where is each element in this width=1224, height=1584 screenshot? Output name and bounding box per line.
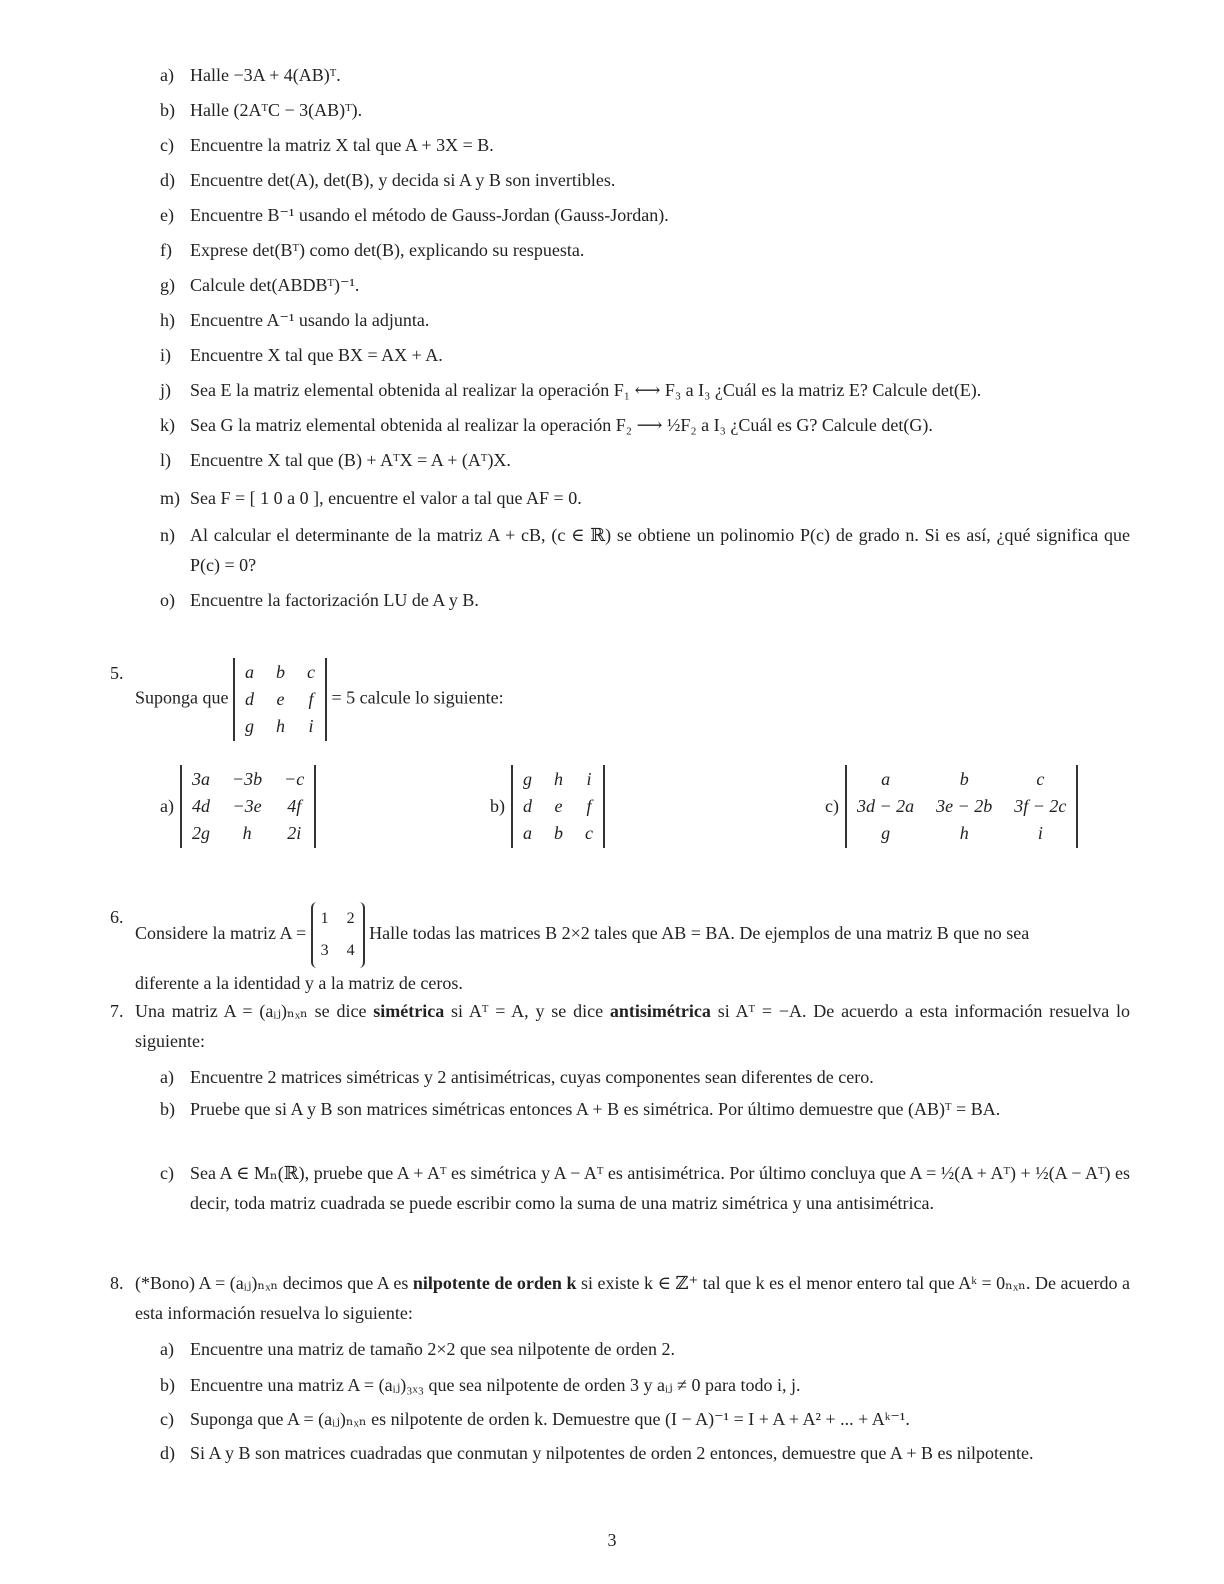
sub-item-text: Encuentre una matriz A = (aᵢⱼ)₃ₓ₃ que sea nilpotente de orden 3 y aᵢⱼ ≠ 0 para todo i, j.	[190, 1375, 801, 1395]
sub-item	[160, 1438, 1130, 1468]
sub-item-label: d)	[160, 1443, 175, 1463]
matrix-entry: −3e	[232, 796, 262, 816]
matrix-entry: i	[308, 716, 314, 736]
sub-item	[160, 410, 1130, 440]
sub-item-label: l)	[160, 450, 171, 470]
matrix-entry: f	[308, 689, 314, 709]
matrix-entry: g	[881, 823, 891, 843]
matrix-entry: c	[1036, 769, 1045, 789]
matrix-entry: g	[245, 716, 254, 736]
sub-item-text: Sea E la matriz elemental obtenida al realizar la operación F₁ ⟷ F₃ a I₃ ¿Cuál es la matriz E? Calcule det(E).	[190, 380, 982, 400]
sub-item	[160, 165, 1130, 195]
sub-item-text: Calcule det(ABDBᵀ)⁻¹.	[190, 275, 360, 295]
matrix-a	[311, 902, 365, 968]
matrix-entry: 4	[346, 942, 355, 959]
sub-item-label: a)	[160, 1067, 174, 1087]
matrix-entry: 2g	[191, 823, 210, 843]
sub-item	[160, 305, 1130, 335]
matrix-entry: 3a	[191, 769, 210, 789]
matrix-entry: i	[1037, 823, 1043, 843]
matrix-entry: e	[276, 689, 285, 709]
sub-item-text: Encuentre la matriz X tal que A + 3X = B.	[190, 135, 494, 155]
matrix-entry: a	[881, 769, 891, 789]
matrix-entry: 4f	[287, 796, 302, 816]
sub-item	[160, 130, 1130, 160]
sub-item-text: Encuentre A⁻¹ usando la adjunta.	[190, 310, 430, 330]
matrix-entry: d	[523, 796, 532, 816]
sub-item-label: a)	[160, 65, 174, 85]
sub-item	[160, 1062, 1130, 1092]
sub-item	[160, 445, 1130, 475]
sub-item	[160, 1334, 1130, 1364]
sub-item-label: o)	[160, 590, 175, 610]
matrix-entry: −c	[284, 769, 305, 789]
given-determinant	[233, 658, 327, 741]
sub-item	[160, 1370, 1130, 1400]
matrix-entry: g	[523, 769, 532, 789]
sub-item-label: k)	[160, 415, 175, 435]
problem-7: 7. Una matriz A = (aᵢⱼ)ₙₓₙ se dice simétrica si Aᵀ = A, y se dice antisimétrica si Aᵀ = −A. De acuerdo a esta información resuelva lo siguiente:	[110, 1001, 1131, 1051]
problem-5: 5. Suponga que a b c d e f g h i = 5 calcule lo siguiente:	[110, 658, 1130, 741]
sub-item-label: c)	[160, 1163, 174, 1183]
matrix-entry: 2i	[287, 823, 302, 843]
sub-item	[160, 1404, 1130, 1434]
sub-item-text: Pruebe que si A y B son matrices simétricas entonces A + B es simétrica. Por último demuestre que (AB)ᵀ = BA.	[190, 1099, 1001, 1119]
sub-item-label: b)	[160, 100, 175, 120]
sub-item	[160, 200, 1130, 230]
sub-item-label: j)	[160, 380, 171, 400]
matrix-entry: 2	[346, 910, 355, 927]
matrix-entry: c	[307, 662, 315, 682]
sub-item-label: a)	[160, 1339, 174, 1359]
sub-item	[160, 95, 1130, 125]
sub-item	[160, 585, 1130, 615]
sub-item-label: c)	[160, 1409, 174, 1429]
matrix-entry: b	[276, 662, 285, 682]
sub-item	[160, 60, 1130, 90]
sub-item-label: b)	[160, 1375, 175, 1395]
matrix-entry: 3	[320, 942, 329, 959]
matrix-entry: h	[554, 769, 563, 789]
sub-item-label: m)	[160, 488, 180, 508]
sub-item-text: Halle −3A + 4(AB)ᵀ.	[190, 65, 341, 85]
sub-item-text: Al calcular el determinante de la matriz A + cB, (c ∈ ℝ) se obtiene un polinomio P(c) de grado n. Si es así, ¿qué significa que P(c) = 0?	[190, 525, 1130, 575]
sub-item	[160, 1094, 1130, 1124]
matrix-entry: b	[959, 769, 969, 789]
sub-item	[160, 270, 1130, 300]
problem-8: 8. (*Bono) A = (aᵢⱼ)ₙₓₙ decimos que A es nilpotente de orden k si existe k ∈ ℤ⁺ tal que k es el menor entero tal que Aᵏ = 0ₙₓₙ. De acuerdo a esta información resuelva lo siguiente:	[110, 1273, 1130, 1323]
sub-item-text: Encuentre X tal que BX = AX + A.	[190, 345, 443, 365]
matrix-entry: d	[245, 689, 254, 709]
sub-item	[160, 375, 1130, 405]
sub-item-label: h)	[160, 310, 175, 330]
matrix-entry: 3d − 2a	[856, 796, 915, 816]
problem-5-part-b: b) g h i d e f a b c	[490, 765, 605, 848]
sub-item-text: Sea A ∈ Mₙ(ℝ), pruebe que A + Aᵀ es simétrica y A − Aᵀ es antisimétrica. Por último concluya que A = ½(A + Aᵀ) + ½(A − Aᵀ) es decir, toda matriz cuadrada se puede escribir como la suma de una matriz simétrica y una antisimétrica.	[190, 1163, 1130, 1213]
sub-item-label: e)	[160, 205, 174, 225]
sub-item-text: Encuentre una matriz de tamaño 2×2 que sea nilpotente de orden 2.	[190, 1339, 675, 1359]
problem-6: 6. Considere la matriz A = 1 2 3 4 Halle todas las matrices B 2×2 tales que AB = BA. De ejemplos de una matriz B que no sea diferente a la identidad y a la matriz de ceros.	[110, 902, 1130, 998]
sub-item	[160, 520, 1130, 580]
sub-item-text: Sea F = [ 1 0 a 0 ], encuentre el valor a tal que AF = 0.	[190, 488, 582, 508]
problem-5-part-c: c) a b c 3d − 2a 3e − 2b 3f − 2c g h i	[825, 765, 1078, 848]
problem-5-part-a: a) 3a −3b −c 4d −3e 4f 2g h 2i	[160, 765, 316, 848]
page-number: 3	[607, 1530, 617, 1550]
matrix-entry: −3b	[231, 769, 263, 789]
matrix-entry: 3f − 2c	[1014, 796, 1067, 816]
sub-item-text: Suponga que A = (aᵢⱼ)ₙₓₙ es nilpotente de orden k. Demuestre que (I − A)⁻¹ = I + A + A² + ... + Aᵏ⁻¹.	[190, 1409, 910, 1429]
sub-item-label: i)	[160, 345, 171, 365]
matrix-entry: a	[523, 823, 532, 843]
matrix-entry: c	[585, 823, 593, 843]
sub-item	[160, 483, 1130, 513]
matrix-entry: h	[276, 716, 285, 736]
matrix-entry: 1	[320, 910, 329, 927]
matrix-entry: i	[586, 769, 592, 789]
sub-item-text: Encuentre la factorización LU de A y B.	[190, 590, 479, 610]
sub-item-text: Encuentre B⁻¹ usando el método de Gauss-Jordan (Gauss-Jordan).	[190, 205, 669, 225]
matrix-entry: b	[554, 823, 563, 843]
sub-item-text: Exprese det(Bᵀ) como det(B), explicando su respuesta.	[190, 240, 585, 260]
matrix-entry: a	[245, 662, 254, 682]
matrix-entry: 3e − 2b	[936, 796, 993, 816]
sub-item-label: f)	[160, 240, 172, 260]
sub-item-text: Halle (2AᵀC − 3(AB)ᵀ).	[190, 100, 363, 120]
sub-item-text: Si A y B son matrices cuadradas que conmutan y nilpotentes de orden 2 entonces, demuestre que A + B es nilpotente.	[190, 1443, 1034, 1463]
sub-item-label: d)	[160, 170, 175, 190]
sub-item-label: n)	[160, 525, 175, 545]
matrix-entry: h	[242, 823, 252, 843]
sub-item-text: Sea G la matriz elemental obtenida al realizar la operación F₂ ⟶ ½F₂ a I₃ ¿Cuál es G? Calcule det(G).	[190, 415, 933, 435]
sub-item-label: g)	[160, 275, 175, 295]
matrix-entry: h	[959, 823, 969, 843]
sub-item-text: Encuentre 2 matrices simétricas y 2 antisimétricas, cuyas componentes sean diferentes de cero.	[190, 1067, 874, 1087]
sub-item	[160, 1158, 1130, 1218]
matrix-entry: e	[554, 796, 563, 816]
sub-item-label: b)	[160, 1099, 175, 1119]
sub-item-text: Encuentre X tal que (B) + AᵀX = A + (Aᵀ)X.	[190, 450, 511, 470]
matrix-entry: f	[586, 796, 592, 816]
sub-item-text: Encuentre det(A), det(B), y decida si A y B son invertibles.	[190, 170, 616, 190]
sub-item	[160, 235, 1130, 265]
sub-item	[160, 340, 1130, 370]
matrix-entry: 4d	[191, 796, 210, 816]
sub-item-label: c)	[160, 135, 174, 155]
